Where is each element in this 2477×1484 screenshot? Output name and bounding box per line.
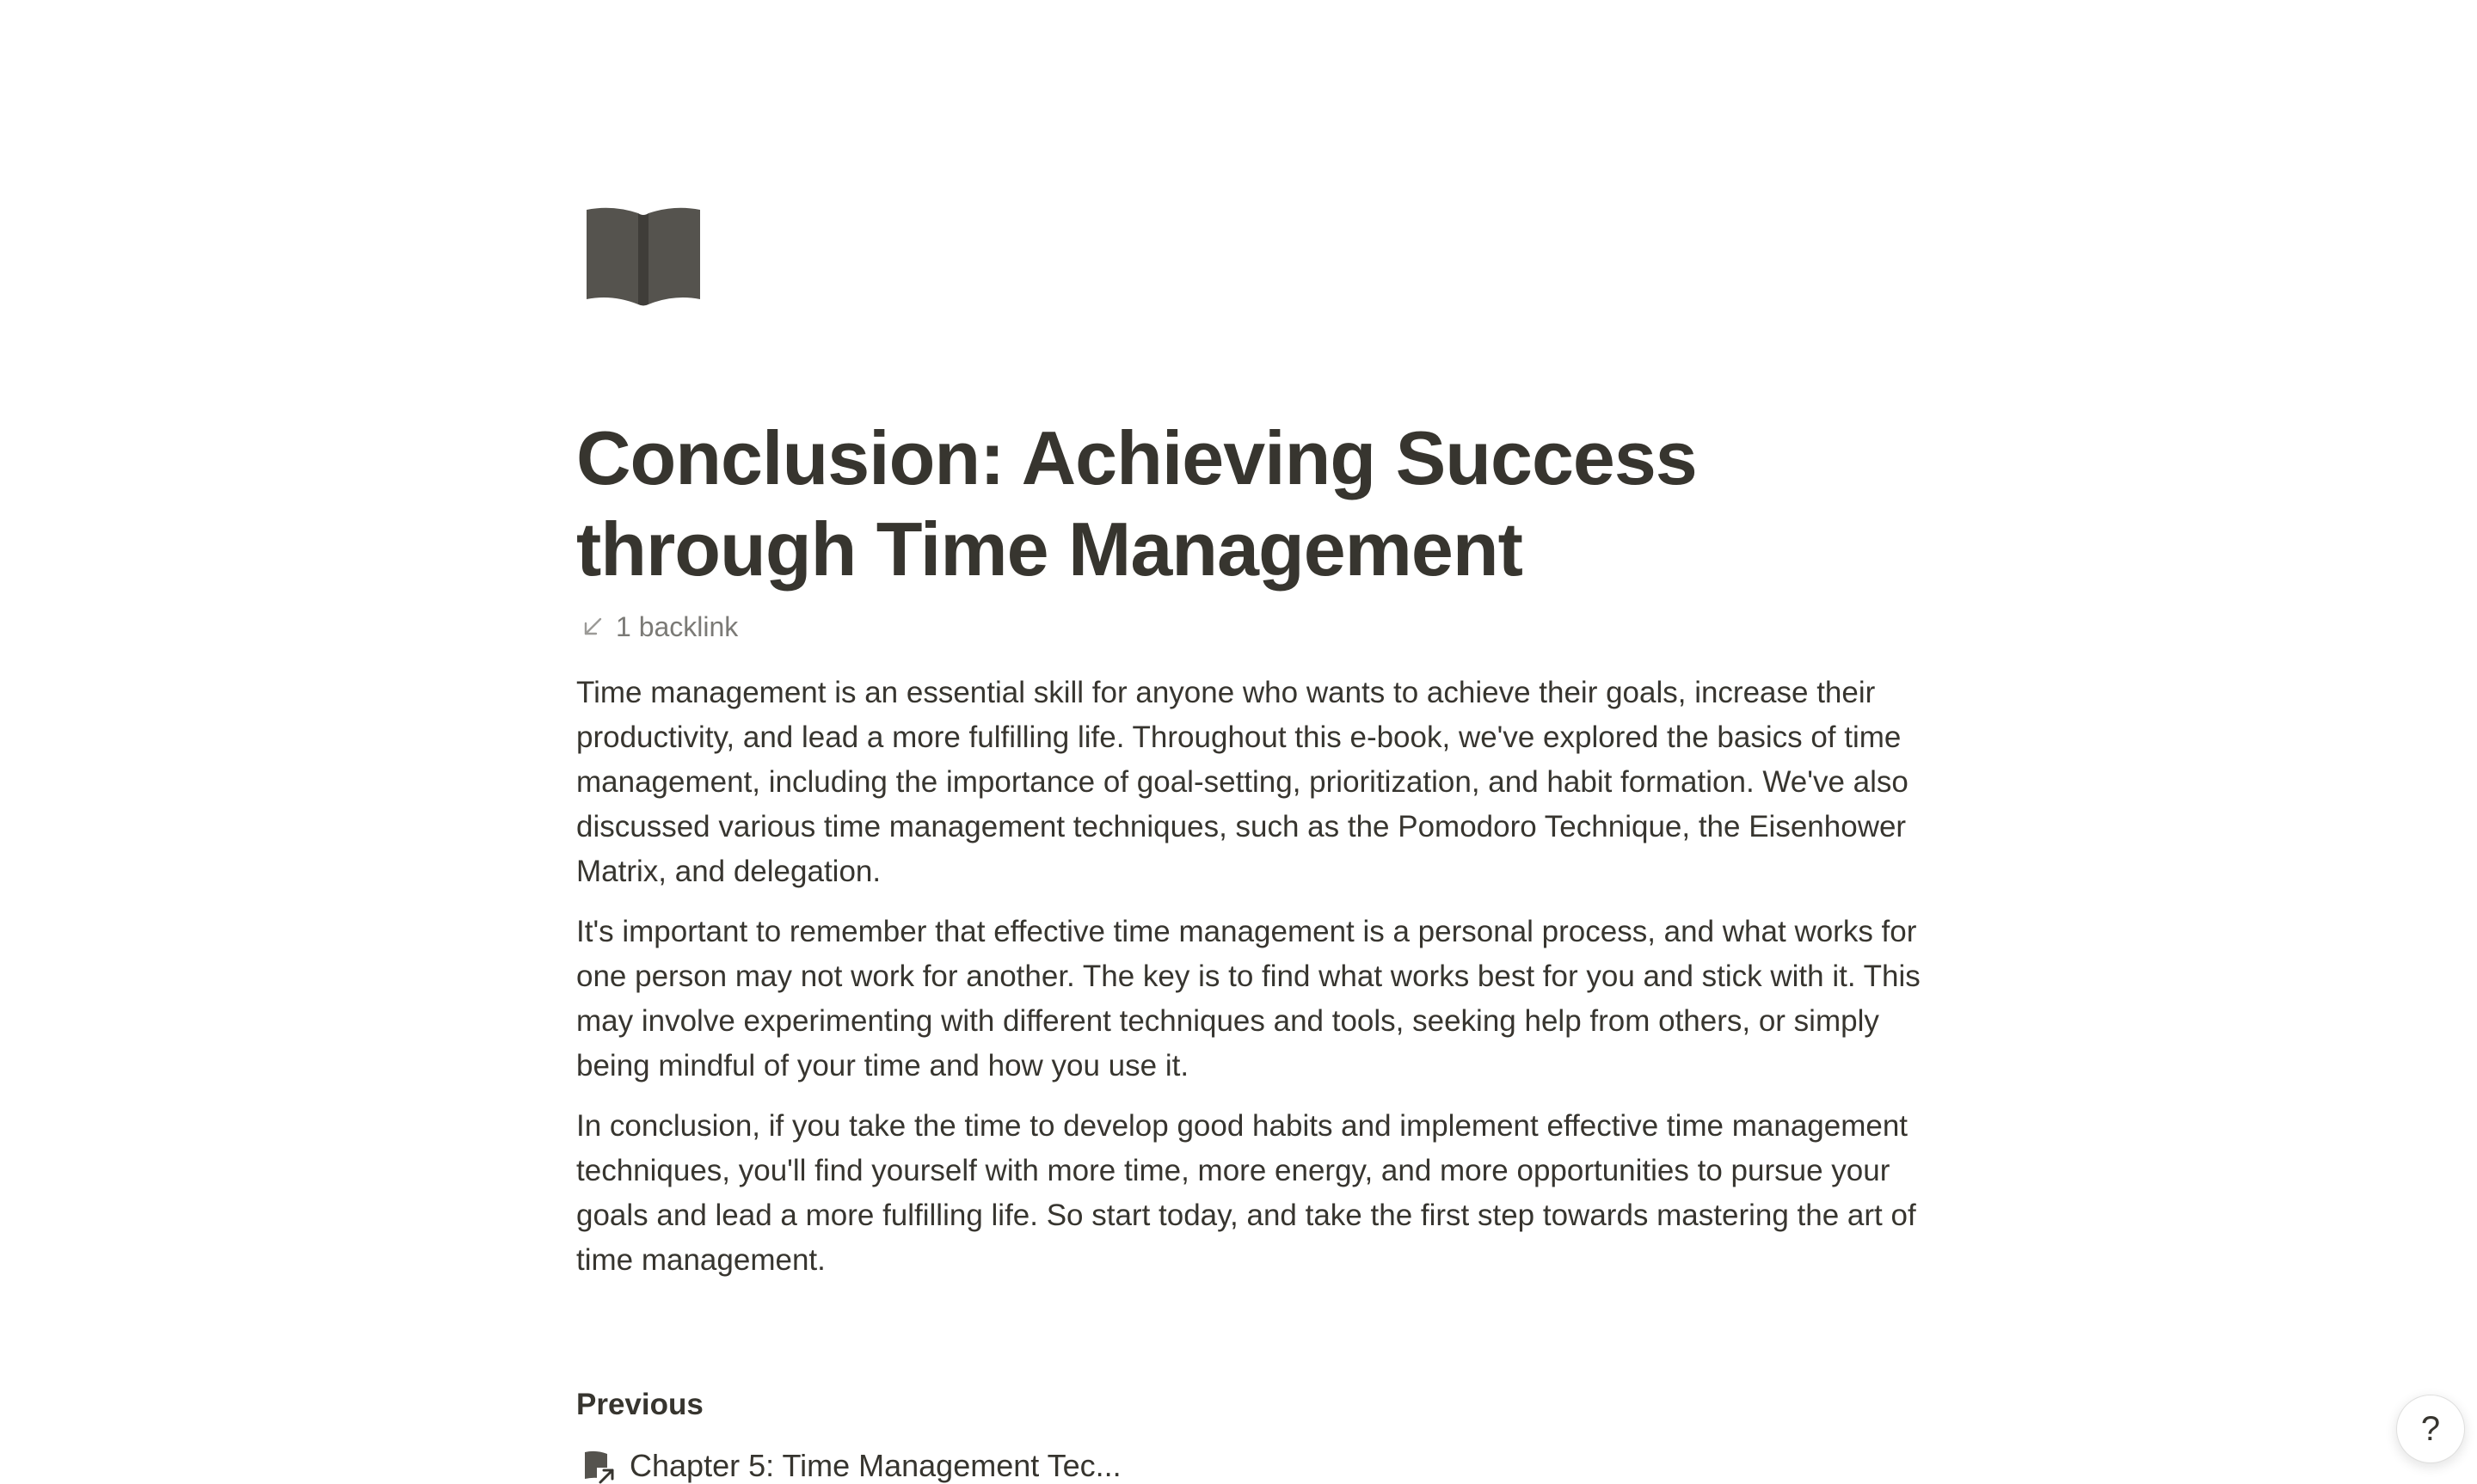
previous-page-title[interactable]: Chapter 5: Time Management Tec...: [630, 1448, 1122, 1484]
page-title[interactable]: Conclusion: Achieving Success through Time Management: [576, 415, 1697, 592]
previous-heading: Previous: [576, 1388, 704, 1421]
previous-page-link[interactable]: [581, 1448, 1122, 1484]
paragraph[interactable]: In conclusion, if you take the time to develop good habits and implement effective time management techniques, you'll find yourself with more time, more energy, and more opportunities to pursue your goals and lead a more fulfilling life. So start today, and take the first step towards mastering the art of time management.: [576, 1109, 1916, 1277]
open-book-icon[interactable]: [583, 205, 721, 325]
page-link-icon: [581, 1449, 618, 1484]
help-button[interactable]: ?: [2396, 1395, 2465, 1463]
backlinks-button[interactable]: [581, 607, 738, 647]
page-content: [576, 671, 1935, 1298]
paragraph[interactable]: Time management is an essential skill for anyone who wants to achieve their goals, increase their productivity, and lead a more fulfilling life. Throughout this e-book, we've explored the basics of time management, including the importance of goal-setting, prioritization, and habit formation. We've also discussed various time management techniques, such as the Pomodoro Technique, the Eisenhower Matrix, and delegation.: [576, 676, 1908, 888]
arrow-down-left-icon: [581, 616, 604, 638]
backlinks-label: 1 backlink: [616, 610, 739, 642]
paragraph[interactable]: It's important to remember that effective time management is a personal process, and what works for one person may not work for another. The key is to find what works best for you and stick with it. This may involve experimenting with different techniques and tools, seeking help from others, or simply being mindful of your time and how you use it.: [576, 915, 1921, 1082]
